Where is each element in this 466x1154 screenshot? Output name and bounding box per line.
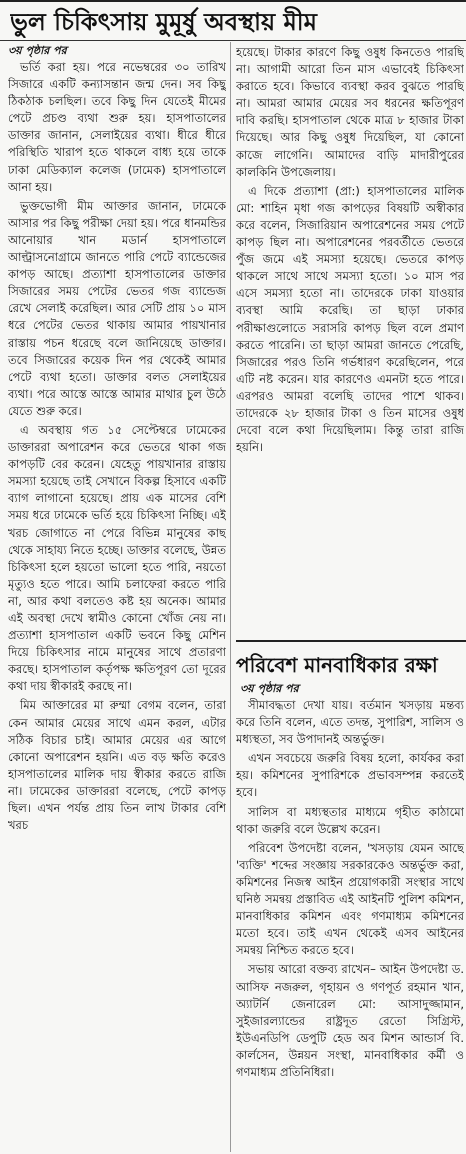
body-paragraph: সভায় আরো বক্তব্য রাখেন– আইন উপদেষ্টা ড. আসিফ নজরুল, গৃহায়ন ও গণপূর্ত রহমান খান, অ্যাটর্নি জেনারেল মো: আসাদুজ্জামান, সুইজারল্যান্ডের রাষ্ট্রদূত রেতো সিগ্রিস্ট, ইউএনডিপি ডেপুটি হেড অব মিশন আন্ডার্স বি. কার্লসেন, উন্নয়ন সংস্থা, মানবাধিকার কর্মী ও গণমাধ্যম প্রতিনিধিরা। [236, 962, 464, 1079]
second-article-headline: পরিবেশ মানবাধিকার রক্ষা [236, 653, 438, 677]
second-article-body [236, 697, 464, 1149]
body-paragraph: হয়েছে। টাকার কারণে কিছু ওষুধ কিনতেও পারছি না। আগামী আরো তিন মাস এভাবেই চিকিৎসা করাতে হবে। কিভাবে ব্যবস্থা করব বুঝতে পারছি না। আমরা আমার মেয়ের সব ধরনের ক্ষতিপূরণ দাবি করছি। হাসপাতাল থেকে মাত্র ৮ হাজার টাকা দিয়েছে। আর কিছু ওষুধ দিয়েছিল, যা কোনো কাজে লাগেনি। আমাদের বাড়ি মাদারীপুরের কালকিনি উপজেলায়। [236, 45, 464, 179]
article-headline: ভুল চিকিৎসায় মুমূর্ষু অবস্থায় মীম [10, 8, 317, 36]
body-paragraph: ভর্তি করা হয়। পরে নভেম্বরের ৩০ তারিখ সিজারে একটি কন্যাসন্তান জন্ম দেন। সব কিছু ঠিকঠাক চলছিল। তবে কিছু দিন যেতেই মীমের পেটে প্রচণ্ড ব্যথা শুরু হয়। হাসপাতালের ডাক্তার জানান, সেলাইয়ের ব্যথা। ধীরে ধীরে পরিস্থিতি খারাপ হতে থাকলে বাধ্য হয়ে তাকে ঢাকা মেডিক্যাল কলেজ (ঢামেক) হাসপাতালে আনা হয়। [8, 60, 226, 194]
body-paragraph: মিম আক্তারের মা রুম্মা বেগম বলেন, তারা কেন আমার মেয়ের সাথে এমন করল, এটার সঠিক বিচার চাই। আমার মেয়ের এর আগে কোনো অপারেশন হয়নি। এত বড় ক্ষতি করেও হাসপাতালের মালিক দায় স্বীকার করতে রাজি না। ঢামেকের ডাক্তাররা বলেছে, পেটে কাপড় ছিল। এখন পর্যন্ত প্রায় তিন লাখ টাকার বেশি খরচ [8, 698, 226, 833]
body-paragraph: ভুক্তভোগী মীম আক্তার জানান, ঢামেকে আসার পর কিছু পরীক্ষা দেয়া হয়। পরে ধানমন্ডির আনোয়ার খান মডার্ন হাসপাতালে আল্ট্রাসনোগ্রামে জানতে পারি পেটে ব্যান্ডেজের কাপড় আছে। প্রত্যাশা হাসপাতালের ডাক্তার সিজারের সময় পেটের ভেতর গজ ব্যান্ডেজ রেখে সেলাই করেছিল। আর সেটি প্রায় ১০ মাস ধরে পেটের ভেতর থাকায় আমার পায়খানার রাস্তায় পচন ধরেছে বলে জানিয়েছে ডাক্তার। তবে সিজারের কয়েক দিন পর থেকেই আমার পেটে ব্যথা হতো। ডাক্তার বলত সেলাইয়ের ব্যথা। পরে আস্তে আস্তে আমার মাথার চুল উঠে যেতে শুরু করে। [8, 198, 226, 418]
article-left-column [8, 44, 226, 1148]
body-paragraph: এ অবস্থায় গত ১৫ সেপ্টেম্বরে ঢামেকের ডাক্তাররা অপারেশন করে ভেতরে থাকা গজ কাপড়টি বের করেন। যেহেতু পায়খানার রাস্তায় সমস্যা হয়েছে তাই সেখানে বিকল্প হিসাবে একটি ব্যাগ লাগানো হয়েছে। প্রায় এক মাসের বেশি সময় ধরে ঢামেকে ভর্তি হয়ে চিকিৎসা নিচ্ছি। এই খরচ জোগাতে না পেরে বিভিন্ন মানুষের কাছ থেকে সাহায্য নিতে হচ্ছে। ডাক্তার বলেছে, উন্নত চিকিৎসা হলে হয়তো ভালো হতে পারি, নয়তো মৃত্যুও হতে পারে। আমি চলাফেরা করতে পারি না, আর কথা বলতেও কষ্ট হয় অনেক। আমার এই অবস্থা দেখে স্বামীও কোনো খোঁজ নেয় না। প্রত্যাশা হাসপাতাল একটি ভবনে কিছু মেশিন দিয়ে চিকিৎসার নামে মানুষের সাথে প্রতারণা করছে। হাসপাতাল কর্তৃপক্ষ ক্ষতিপূরণ তো দূরের কথা দায় স্বীকারই করছে না। [8, 422, 226, 694]
top-rule [0, 0, 466, 2]
body-paragraph: এ দিকে প্রত্যাশা (প্রা:) হাসপাতালের মালিক মো: শাহিন মৃধা গজ কাপড়ের বিষয়টি অস্বীকার করে বলেন, সিজারিয়ান অপারেশনের সময় পেটে কাপড় ছিল না। অপারেশনের পরবর্তীতে ভেতরে পুঁজ জমে এই সমস্যা হয়েছে। ভেতরে কাপড় থাকলে সাথে সাথে সমস্যা হতো। ১০ মাস পর এসে সমস্যা হতো না। তাদেরকে ঢাকা যাওয়ার ব্যবস্থা আমি করেছি। তা ছাড়া ঢাকার পরীক্ষাগুলোতে সরাসরি কাপড় ছিল বলে প্রমাণ করতে পারেনি। তা ছাড়া আমরা জানতে পেরেছি, সিজারের পরও তিনি গর্ভধারণ করেছিলেন, পরে এটি নষ্ট করেন। যার কারণেও এমনটা হতে পারে। এরপরও আমরা বলেছি তাদের পাশে থাকব। তাদেরকে ২৮ হাজার টাকা ও তিন মাসের ওষুধ দেবো বলে কথা দিয়েছিলাম। কিন্তু তারা রাজি হয়নি। [236, 183, 464, 455]
continued-from-label: ৩য় পৃষ্ঠার পর [8, 44, 67, 57]
column-divider [230, 42, 231, 1152]
body-paragraph: সালিস বা মধ্যস্থতার মাধ্যমে গৃহীত কাঠামো থাকা জরুরি বলে উল্লেখ করেন। [236, 804, 464, 836]
headline-divider [0, 40, 466, 41]
second-article-rule [236, 640, 466, 642]
article-right-column [236, 44, 464, 637]
second-article-continued-label: ৩য় পৃষ্ঠার পর [240, 682, 299, 695]
body-paragraph: এখন সবচেয়ে জরুরি বিষয় হলো, কার্যকর করা হয়। কমিশনের সুপারিশকে প্রভাবসম্পন্ন করতেই হবে। [236, 751, 464, 800]
body-paragraph: সীমাবদ্ধতা দেখা যায়। বর্তমান খসড়ায় মন্তব্য করে তিনি বলেন, এতে তদন্ত, সুপারিশ, সালিস ও মধ্যস্থতা, সব উপাদানই অন্তর্ভুক্ত। [236, 698, 464, 747]
body-paragraph: পরিবেশ উপদেষ্টা বলেন, 'খসড়ায় যেমন আছে 'ব্যক্তি' শব্দের সংজ্ঞায় সরকারকেও অন্তর্ভুক্ত করা, কমিশনের নিজস্ব আইন প্রয়োগকারী সংস্থার সাথে ঘনিষ্ঠ সমন্বয় প্রস্তাবিত এই আইনটি পুলিশ কমিশন, মানবাধিকার কমিশন এবং গণমাধ্যম কমিশনের মতো হবে। তাই এখন থেকেই এসব আইনের সমন্বয় নিশ্চিত করতে হবে। [236, 840, 464, 958]
